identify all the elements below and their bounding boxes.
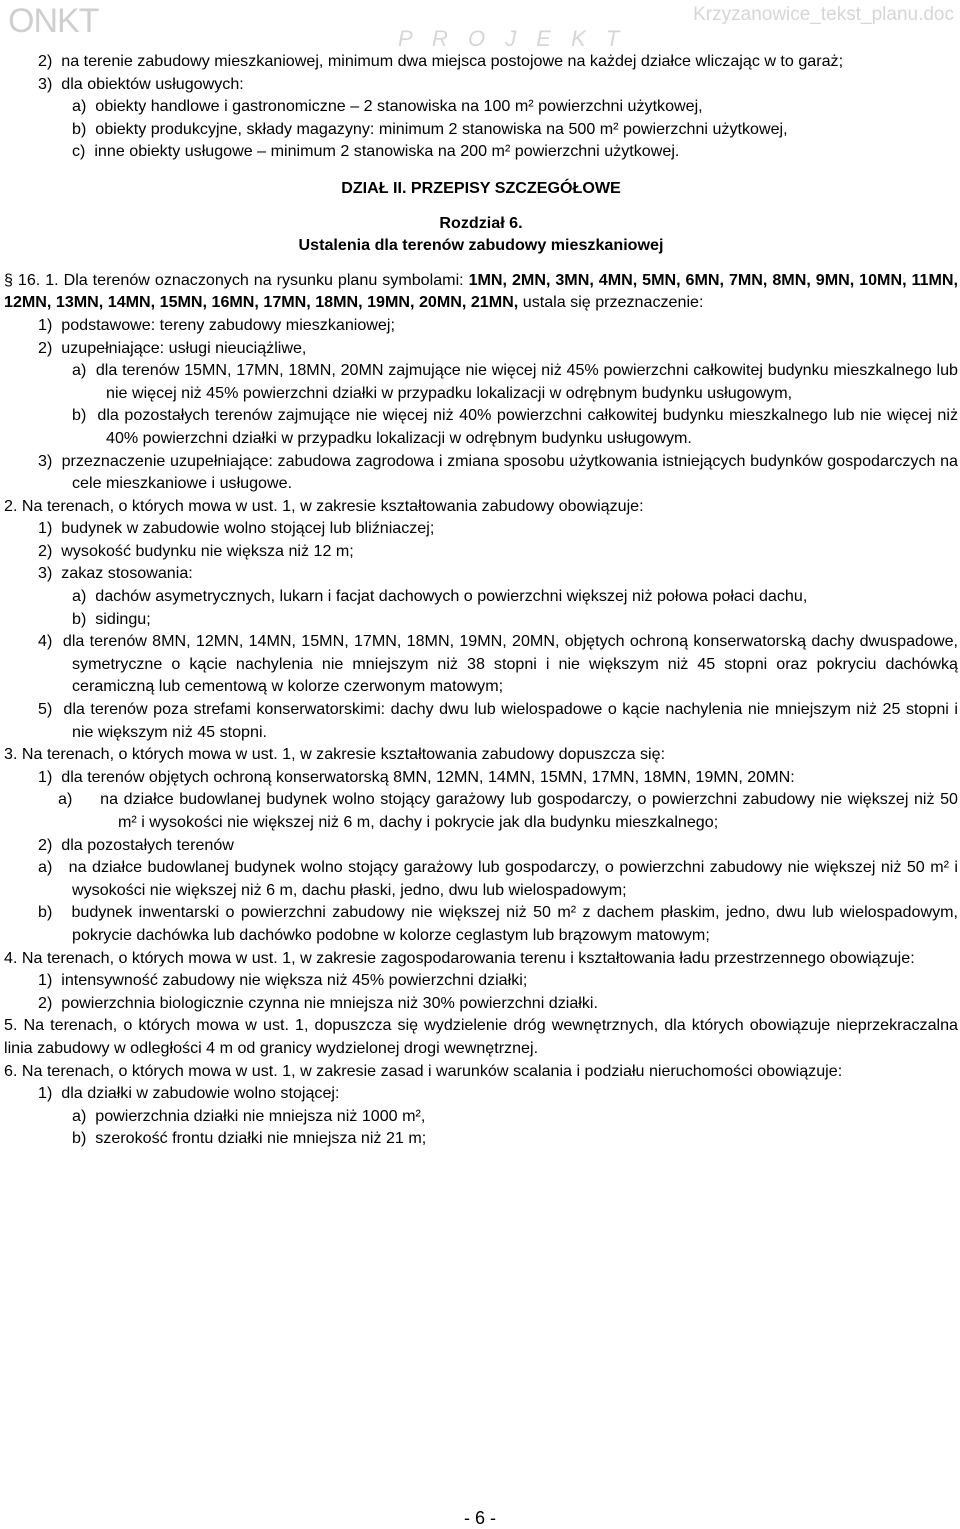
paragraph: b) dla pozostałych terenów zajmujące nie więcej niż 40% powierzchni całkowitej budynku mieszkalnego lub nie więcej niż 40% powierzchni działki w przypadku lokalizacji w odrębnym budynku usługowym. — [72, 406, 958, 447]
paragraph: 2) dla pozostałych terenów — [38, 835, 234, 854]
paragraph: 2) wysokość budynku nie większa niż 12 m; — [38, 541, 354, 560]
paragraph: a) dla terenów 15MN, 17MN, 18MN, 20MN zajmujące nie więcej niż 45% powierzchni całkowitej budynku mieszkalnego lub nie więcej niż 45% powierzchni działki w przypadku lokalizacji w odrębnym budynku usługowym, — [72, 361, 958, 402]
paragraph: c) inne obiekty usługowe – minimum 2 stanowiska na 200 m² powierzchni użytkowej. — [72, 142, 680, 161]
paragraph: 5. Na terenach, o których mowa w ust. 1, dopuszcza się wydzielenie dróg wewnętrznych, dla których obowiązuje nieprzekraczalna linia zabudowy w odległości 4 m od granicy wydzielonej drogi wewnętrznej. — [4, 1016, 958, 1057]
paragraph: 1) intensywność zabudowy nie większa niż 45% powierzchni działki; — [38, 971, 528, 990]
paragraph: b) obiekty produkcyjne, składy magazyny: minimum 2 stanowiska na 500 m² powierzchni użytkowej, — [72, 119, 788, 138]
paragraph: 2) uzupełniające: usługi nieuciążliwe, — [38, 338, 307, 357]
paragraph-16: § 16. 1. Dla terenów oznaczonych na rysunku planu symbolami: 1MN, 2MN, 3MN, 4MN, 5MN, 6MN, 7MN, 8MN, 9MN, 10MN, 11MN, 12MN, 13MN, 14MN, 15MN, 16MN, 17MN, 18MN, 19MN, 20MN, 21MN, ustala się przeznaczenie: — [4, 270, 958, 312]
company-logo — [8, 2, 98, 41]
paragraph: 2) na terenie zabudowy mieszkaniowej, minimum dwa miejsca postojowe na każdej działce wliczając w to garaż; — [38, 52, 844, 70]
paragraph: b) sidingu; — [72, 609, 151, 628]
section-heading: DZIAŁ II. PRZEPISY SZCZEGÓŁOWE — [341, 178, 621, 197]
paragraph: 2. Na terenach, o których mowa w ust. 1, w zakresie kształtowania zabudowy obowiązuje: — [4, 496, 644, 515]
paragraph: a) dachów asymetrycznych, lukarn i facjat dachowych o powierzchni większej niż połowa połaci dachu, — [72, 587, 808, 606]
page-number: - 6 - — [463, 1508, 496, 1528]
chapter-heading: Rozdział 6. — [439, 213, 523, 232]
paragraph: 1) budynek w zabudowie wolno stojącej lub bliźniaczej; — [38, 519, 435, 538]
paragraph: 3) przeznaczenie uzupełniające: zabudowa zagrodowa i zmiana sposobu użytkowania istniejących budynków gospodarczych na cele mieszkaniowe i usługowe. — [38, 451, 958, 493]
page-header — [0, 0, 960, 51]
paragraph: a) na działce budowlanej budynek wolno stojący garażowy lub gospodarczy, o powierzchni zabudowy nie większej niż 50 m² i wysokości nie większej niż 6 m, dachu płaski, jedno, dwu lub wielospadowym; — [38, 858, 958, 899]
paragraph: 1) podstawowe: tereny zabudowy mieszkaniowej; — [38, 315, 395, 334]
document-body — [4, 50, 958, 1150]
paragraph: 3) dla obiektów usługowych: — [38, 74, 244, 93]
paragraph: 2) powierzchnia biologicznie czynna nie mniejsza niż 30% powierzchni działki. — [38, 993, 598, 1012]
zone-symbols: 1MN, 2MN, 3MN, 4MN, 5MN, 6MN, 7MN, 8MN, 9MN, 10MN, 11MN, 12MN, 13MN, 14MN, 15MN, 16MN, 17MN, 18MN, 19MN, 20MN, 21MN, — [4, 270, 958, 312]
chapter-title: Ustalenia dla terenów zabudowy mieszkaniowej — [298, 236, 664, 255]
paragraph: 4. Na terenach, o których mowa w ust. 1, w zakresie zagospodarowania terenu i kształtowania ładu przestrzennego obowiązuje: — [4, 948, 915, 967]
paragraph: b) szerokość frontu działki nie mniejsza niż 21 m; — [72, 1129, 427, 1148]
paragraph: 1) dla działki w zabudowie wolno stojącej: — [38, 1084, 340, 1103]
paragraph: 6. Na terenach, o których mowa w ust. 1, w zakresie zasad i warunków scalania i podziału nieruchomości obowiązuje: — [4, 1061, 843, 1080]
paragraph: 3) zakaz stosowania: — [38, 564, 193, 583]
paragraph: a) obiekty handlowe i gastronomiczne – 2 stanowiska na 100 m² powierzchni użytkowej, — [72, 97, 703, 116]
paragraph: 5) dla terenów poza strefami konserwatorskimi: dachy dwu lub wielospadowe o kącie nachylenia nie mniejszym niż 25 stopni i nie większym niż 45 stopni. — [38, 700, 958, 741]
logo-text: ONKT — [8, 2, 99, 40]
paragraph: 3. Na terenach, o których mowa w ust. 1, w zakresie kształtowania zabudowy dopuszcza się: — [4, 745, 666, 764]
paragraph: 4) dla terenów 8MN, 12MN, 14MN, 15MN, 17MN, 18MN, 19MN, 20MN, objętych ochroną konserwatorską dachy dwuspadowe, symetryczne o kącie nachylenia nie mniejszym niż 38 stopni i nie większym niż 45 stopni oraz pokryciu dachówką ceramiczną lub cementową w kolorze czerwonym matowym; — [38, 632, 958, 696]
document-filename: Krzyzanowice_tekst_planu.doc — [693, 4, 954, 25]
projekt-watermark: P R O J E K T — [398, 26, 627, 51]
paragraph: a) na działce budowlanej budynek wolno stojący garażowy lub gospodarczy, o powierzchni zabudowy nie większej niż 50 m² i wysokości nie większej niż 6 m, dachy i pokrycie jak dla budynku mieszkalnego; — [58, 790, 958, 831]
paragraph: a) powierzchnia działki nie mniejsza niż 1000 m², — [72, 1106, 426, 1125]
paragraph: 1) dla terenów objętych ochroną konserwatorską 8MN, 12MN, 14MN, 15MN, 17MN, 18MN, 19MN, 20MN: — [38, 767, 795, 786]
paragraph: b) budynek inwentarski o powierzchni zabudowy nie większej niż 50 m² z dachem płaskim, jedno, dwu lub wielospadowym, pokrycie dachówka lub dachówko podobne w kolorze ceglastym lub brązowym matowym; — [38, 903, 958, 944]
